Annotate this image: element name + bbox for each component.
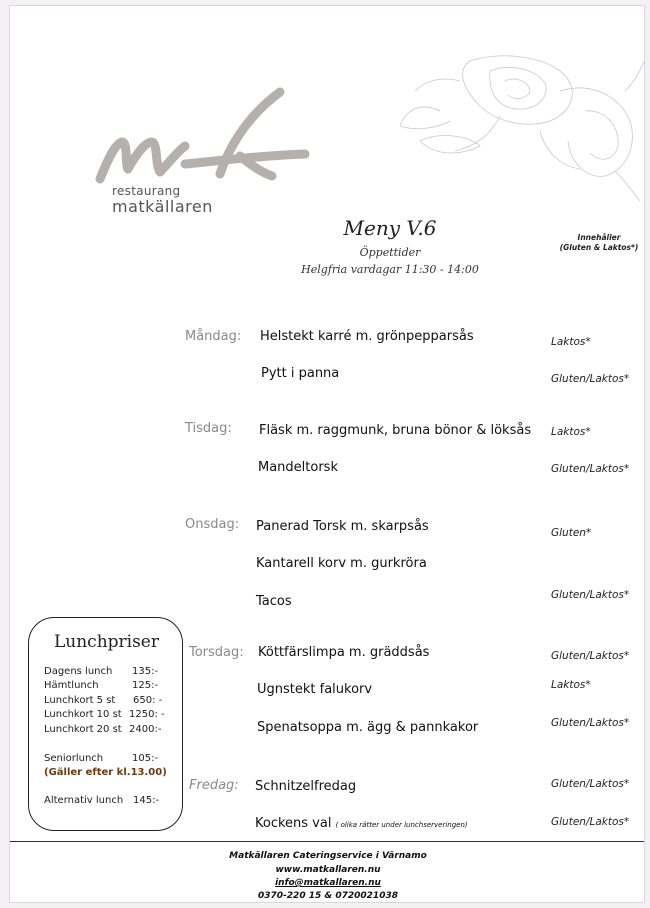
price-label: Hämtlunch bbox=[44, 680, 99, 691]
allergen-legend bbox=[544, 233, 645, 253]
opening-hours-label: Öppettider bbox=[359, 246, 421, 259]
allergen-thursday-1: Gluten/Laktos* bbox=[551, 650, 630, 662]
allergen-monday-1: Laktos* bbox=[551, 336, 591, 348]
footer-phones: 0370-220 15 & 0720021038 bbox=[258, 891, 398, 901]
allergen-tuesday-2: Gluten/Laktos* bbox=[551, 463, 630, 475]
logo-subtitle: restaurang bbox=[112, 184, 181, 198]
price-value: 2400:- bbox=[129, 724, 162, 735]
allergen-tuesday-1: Laktos* bbox=[551, 426, 591, 438]
price-box-title: Lunchpriser bbox=[53, 632, 159, 652]
dish-wednesday-2: Kantarell korv m. gurkröra bbox=[256, 556, 427, 571]
footer-website[interactable]: www.matkallaren.nu bbox=[275, 865, 381, 875]
price-value: 135:- bbox=[132, 666, 159, 677]
opening-hours: Helgfria vardagar 11:30 - 14:00 bbox=[301, 263, 479, 276]
menu-title: Meny V.6 bbox=[343, 216, 437, 240]
dish-wednesday-1: Panerad Torsk m. skarpsås bbox=[256, 519, 429, 534]
dish-friday-2-name: Kockens val bbox=[255, 816, 332, 831]
allergen-friday-2: Gluten/Laktos* bbox=[551, 816, 630, 828]
logo-name: matkällaren bbox=[112, 197, 213, 216]
dish-tuesday-2: Mandeltorsk bbox=[258, 460, 338, 475]
price-label: Dagens lunch bbox=[44, 666, 113, 677]
dish-friday-2-note: ( olika rätter under lunchserveringen) bbox=[335, 821, 468, 829]
price-label: Alternativ lunch bbox=[44, 795, 124, 806]
price-value: 125:- bbox=[132, 680, 159, 691]
dish-monday-2: Pytt i panna bbox=[261, 366, 340, 381]
day-label-monday: Måndag: bbox=[185, 329, 242, 344]
allergen-thursday-3: Gluten/Laktos* bbox=[551, 717, 630, 729]
mk-logo-icon bbox=[90, 84, 320, 189]
price-label: Lunchkort 10 st bbox=[44, 709, 122, 720]
price-label: Lunchkort 5 st bbox=[44, 695, 116, 706]
dish-friday-1: Schnitzelfredag bbox=[255, 779, 357, 794]
menu-page bbox=[9, 5, 645, 903]
allergen-thursday-2: Laktos* bbox=[551, 679, 591, 691]
day-label-thursday: Torsdag: bbox=[189, 645, 244, 660]
allergen-wednesday-3: Gluten/Laktos* bbox=[551, 589, 630, 601]
footer-company: Matkällaren Cateringservice i Värnamo bbox=[229, 851, 427, 861]
day-label-wednesday: Onsdag: bbox=[185, 517, 240, 532]
floral-decoration-icon bbox=[400, 51, 645, 201]
dish-thursday-3: Spenatsoppa m. ägg & pannkakor bbox=[257, 720, 479, 735]
day-label-tuesday: Tisdag: bbox=[185, 421, 232, 436]
allergen-legend-label: Innehåller bbox=[577, 233, 621, 242]
dish-tuesday-1: Fläsk m. raggmunk, bruna bönor & löksås bbox=[259, 423, 532, 438]
dish-monday-1: Helstekt karré m. grönpepparsås bbox=[260, 329, 474, 344]
dish-thursday-1: Köttfärslimpa m. gräddsås bbox=[258, 645, 430, 660]
price-label: Lunchkort 20 st bbox=[44, 724, 122, 735]
lunch-price-box bbox=[28, 617, 183, 831]
senior-price-note: (Gäller efter kl.13.00) bbox=[44, 767, 167, 778]
price-value: 105:- bbox=[132, 753, 159, 764]
dish-friday-2 bbox=[255, 816, 468, 831]
footer-email-link[interactable]: info@matkallaren.nu bbox=[275, 878, 381, 888]
dish-wednesday-3: Tacos bbox=[256, 594, 292, 609]
allergen-wednesday-1: Gluten* bbox=[551, 527, 592, 539]
allergen-monday-2: Gluten/Laktos* bbox=[551, 373, 630, 385]
price-value: 1250: - bbox=[129, 709, 165, 720]
allergen-legend-values: (Gluten & Laktos*) bbox=[559, 243, 639, 252]
price-label: Seniorlunch bbox=[44, 753, 104, 764]
allergen-friday-1: Gluten/Laktos* bbox=[551, 778, 630, 790]
price-value: 145:- bbox=[133, 795, 160, 806]
dish-thursday-2: Ugnstekt falukorv bbox=[257, 682, 373, 697]
day-label-friday: Fredag: bbox=[189, 778, 239, 793]
price-value: 650: - bbox=[133, 695, 163, 706]
footer-divider bbox=[10, 841, 645, 842]
